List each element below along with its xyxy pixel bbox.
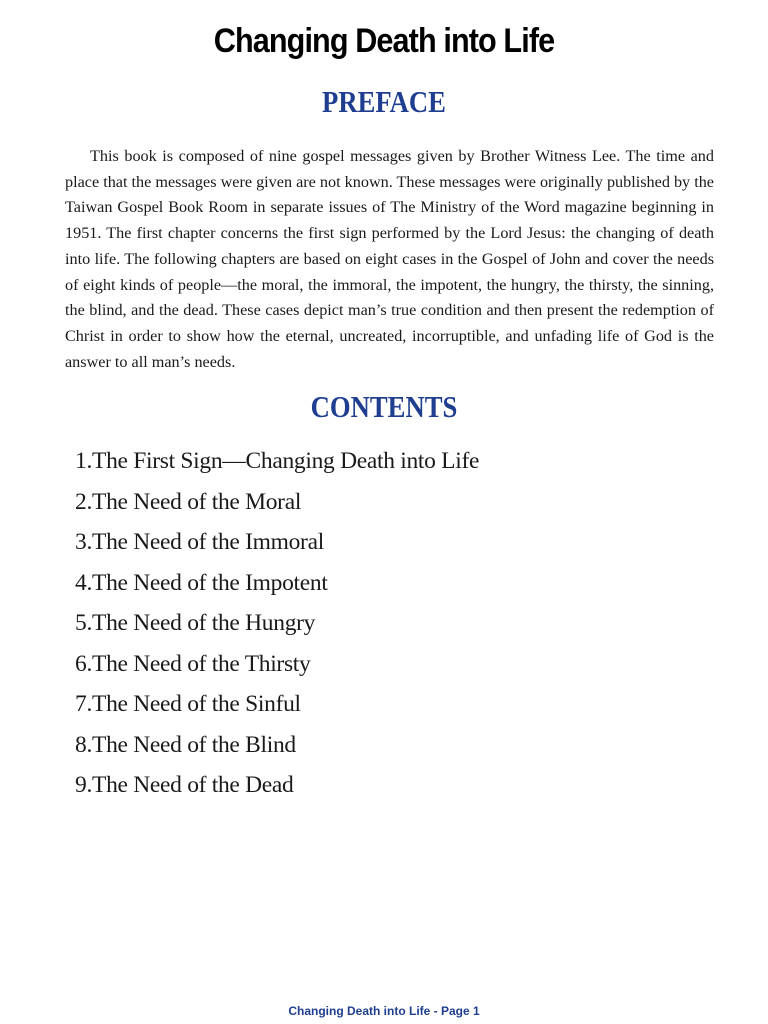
page-footer: Changing Death into Life - Page 1	[288, 1004, 480, 1018]
toc-item-3[interactable]: 3.The Need of the Immoral	[75, 529, 324, 555]
toc-item-9[interactable]: 9.The Need of the Dead	[75, 772, 294, 798]
page-title: Changing Death into Life	[213, 22, 555, 60]
toc-item-2[interactable]: 2.The Need of the Moral	[75, 488, 302, 515]
toc-item-6[interactable]: 6.The Need of the Thirsty	[75, 650, 311, 677]
preface-heading: PREFACE	[322, 84, 446, 119]
table-of-contents	[75, 443, 479, 808]
preface-paragraph: This book is composed of nine gospel messages given by Brother Witness Lee. The time and place that the messages were given are not known. These messages were originally published by the Taiwan Gospel Book Room in separate issues of The Ministry of the Word magazine beginning in 1951. The first chapter concerns the first sign performed by the Lord Jesus: the changing of death into life. The following chapters are based on eight cases in the Gospel of John and cover the needs of eight kinds of people—the moral, the immoral, the impotent, the hungry, the thirsty, the sinning, the blind, and the dead. These cases depict man’s true condition and then present the redemption of Christ in order to show how the eternal, uncreated, incorruptible, and unfading life of God is the answer to all man’s needs.	[65, 147, 714, 371]
toc-item-1[interactable]: 1.The First Sign—Changing Death into Life	[75, 448, 480, 474]
toc-item-4[interactable]: 4.The Need of the Impotent	[75, 569, 328, 596]
toc-item-5[interactable]: 5.The Need of the Hungry	[75, 610, 316, 636]
toc-item-8[interactable]: 8.The Need of the Blind	[75, 731, 296, 758]
contents-heading: CONTENTS	[310, 389, 458, 424]
toc-item-7[interactable]: 7.The Need of the Sinful	[75, 691, 301, 717]
